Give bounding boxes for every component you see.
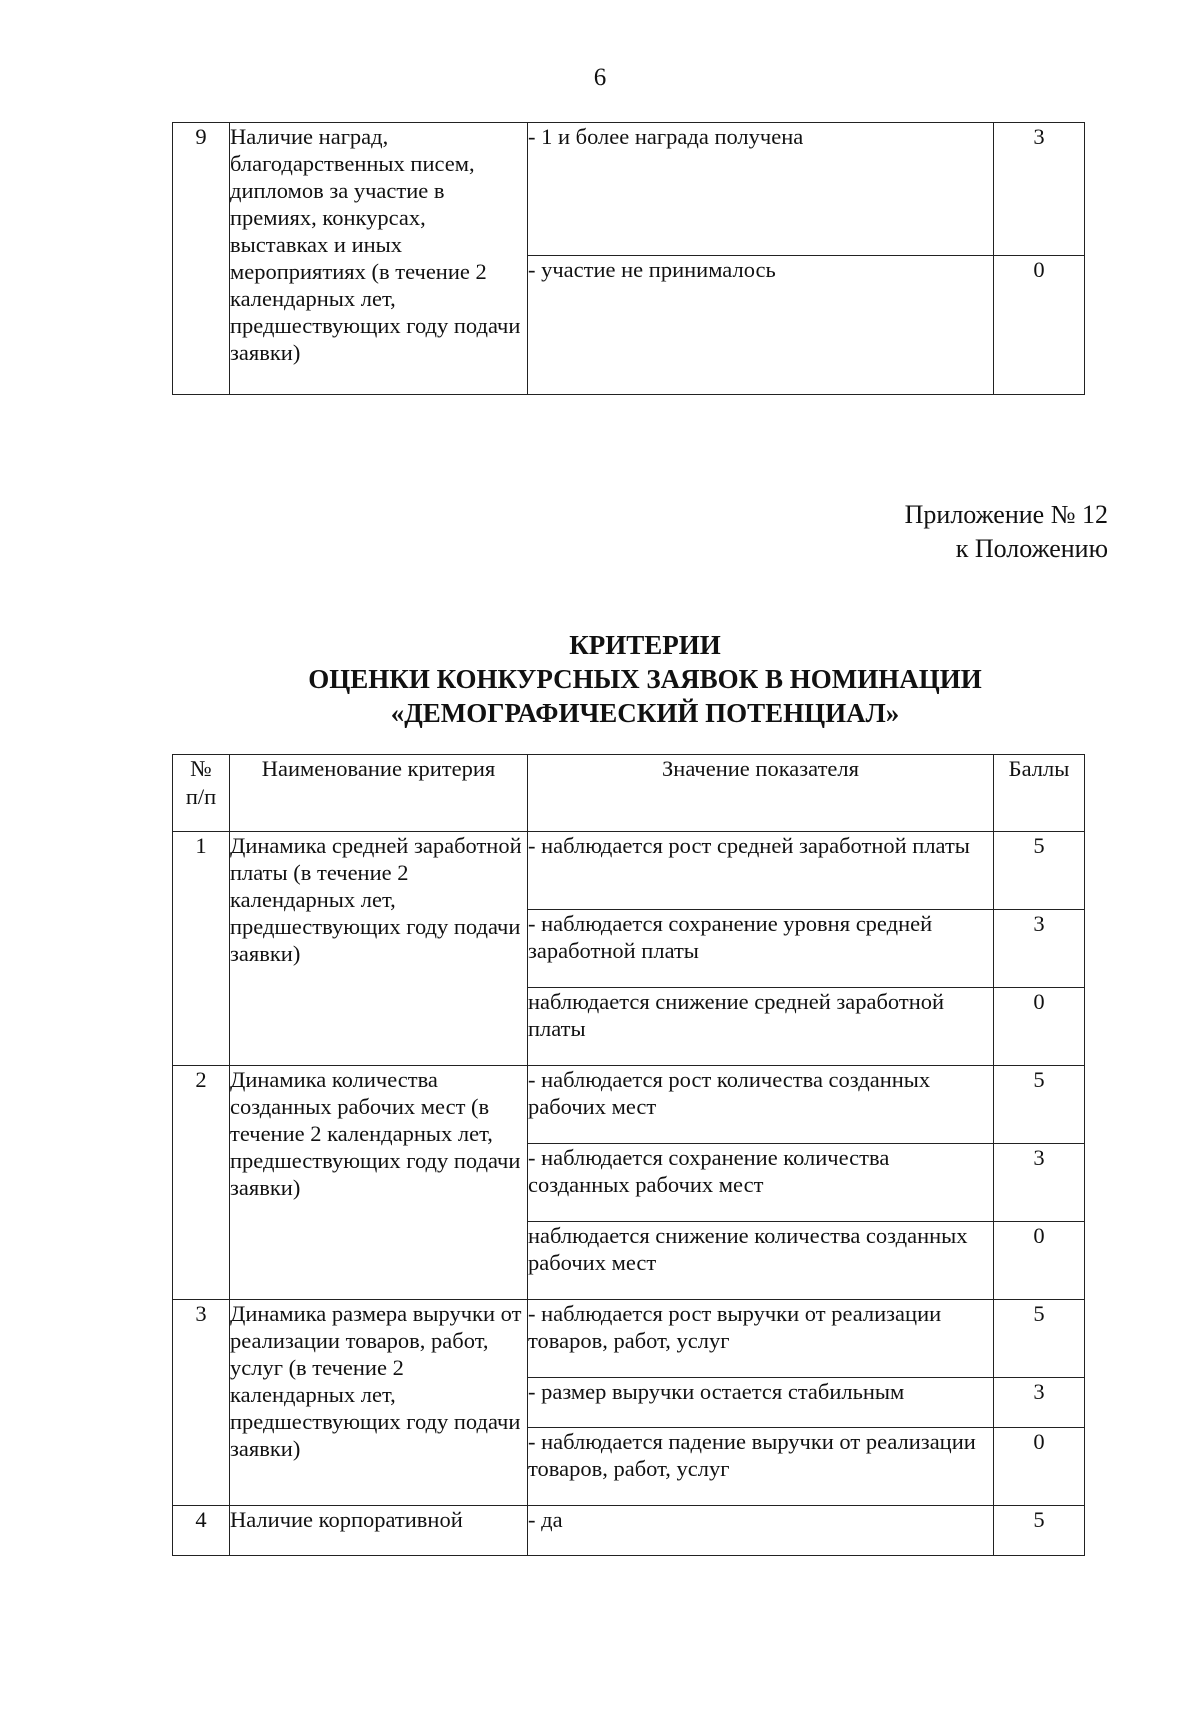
continued-criteria-table xyxy=(172,122,1085,395)
appendix-reference xyxy=(905,498,1108,566)
header-points: Баллы xyxy=(994,755,1085,832)
table-row xyxy=(173,1506,1085,1556)
row-number: 2 xyxy=(173,1066,230,1300)
points-value: 0 xyxy=(994,256,1085,395)
header-number-symbol: № xyxy=(190,756,212,781)
points-value: 3 xyxy=(994,123,1085,256)
criterion-name: Динамика размера выручки от реализации товаров, работ, услуг (в течение 2 календарных лет, предшествующих году подачи заявки) xyxy=(230,1300,528,1506)
row-number: 4 xyxy=(173,1506,230,1556)
points-value: 0 xyxy=(994,988,1085,1066)
points-value: 0 xyxy=(994,1222,1085,1300)
table-row xyxy=(173,1300,1085,1378)
table-row xyxy=(173,832,1085,910)
indicator-value: - наблюдается рост количества созданных рабочих мест xyxy=(528,1066,994,1144)
page-number: 6 xyxy=(593,64,607,91)
title-line: ОЦЕНКИ КОНКУРСНЫХ ЗАЯВОК В НОМИНАЦИИ xyxy=(308,664,982,694)
indicator-value: - наблюдается рост средней заработной платы xyxy=(528,832,994,910)
row-number: 1 xyxy=(173,832,230,1066)
table-row xyxy=(173,123,1085,256)
points-value: 0 xyxy=(994,1428,1085,1506)
row-number: 3 xyxy=(173,1300,230,1506)
table-row xyxy=(173,1066,1085,1144)
header-number-abbr: п/п xyxy=(185,784,217,809)
indicator-value: - наблюдается сохранение количества созданных рабочих мест xyxy=(528,1144,994,1222)
points-value: 3 xyxy=(994,1144,1085,1222)
indicator-value: - размер выручки остается стабильным xyxy=(528,1378,994,1428)
indicator-value: - участие не принималось xyxy=(528,256,994,395)
criteria-table xyxy=(172,754,1085,1556)
header-criterion-name: Наименование критерия xyxy=(230,755,528,832)
appendix-line: Приложение № 12 xyxy=(904,500,1108,529)
criterion-name: Наличие наград, благодарственных писем, дипломов за участие в премиях, конкурсах, выставках и иных мероприятиях (в течение 2 календарных лет, предшествующих году подачи заявки) xyxy=(230,123,528,395)
indicator-value: наблюдается снижение количества созданных рабочих мест xyxy=(528,1222,994,1300)
appendix-line: к Положению xyxy=(955,534,1108,563)
points-value: 3 xyxy=(994,1378,1085,1428)
table-header-row xyxy=(173,755,1085,832)
points-value: 5 xyxy=(994,1300,1085,1378)
points-value: 5 xyxy=(994,1066,1085,1144)
criterion-name: Динамика средней заработной платы (в течение 2 календарных лет, предшествующих году подачи заявки) xyxy=(230,832,528,1066)
points-value: 5 xyxy=(994,1506,1085,1556)
header-number xyxy=(173,755,230,832)
indicator-value: наблюдается снижение средней заработной платы xyxy=(528,988,994,1066)
header-indicator-value: Значение показателя xyxy=(528,755,994,832)
criterion-name: Динамика количества созданных рабочих мест (в течение 2 календарных лет, предшествующих году подачи заявки) xyxy=(230,1066,528,1300)
indicator-value: - наблюдается рост выручки от реализации товаров, работ, услуг xyxy=(528,1300,994,1378)
points-value: 5 xyxy=(994,832,1085,910)
title-line: КРИТЕРИИ xyxy=(569,630,721,660)
row-number: 9 xyxy=(173,123,230,395)
indicator-value: - 1 и более награда получена xyxy=(528,123,994,256)
indicator-value: - наблюдается падение выручки от реализации товаров, работ, услуг xyxy=(528,1428,994,1506)
indicator-value: - да xyxy=(528,1506,994,1556)
criterion-name: Наличие корпоративной xyxy=(230,1506,528,1556)
document-title xyxy=(0,628,1200,730)
points-value: 3 xyxy=(994,910,1085,988)
indicator-value: - наблюдается сохранение уровня средней заработной платы xyxy=(528,910,994,988)
title-line: «ДЕМОГРАФИЧЕСКИЙ ПОТЕНЦИАЛ» xyxy=(390,698,900,728)
